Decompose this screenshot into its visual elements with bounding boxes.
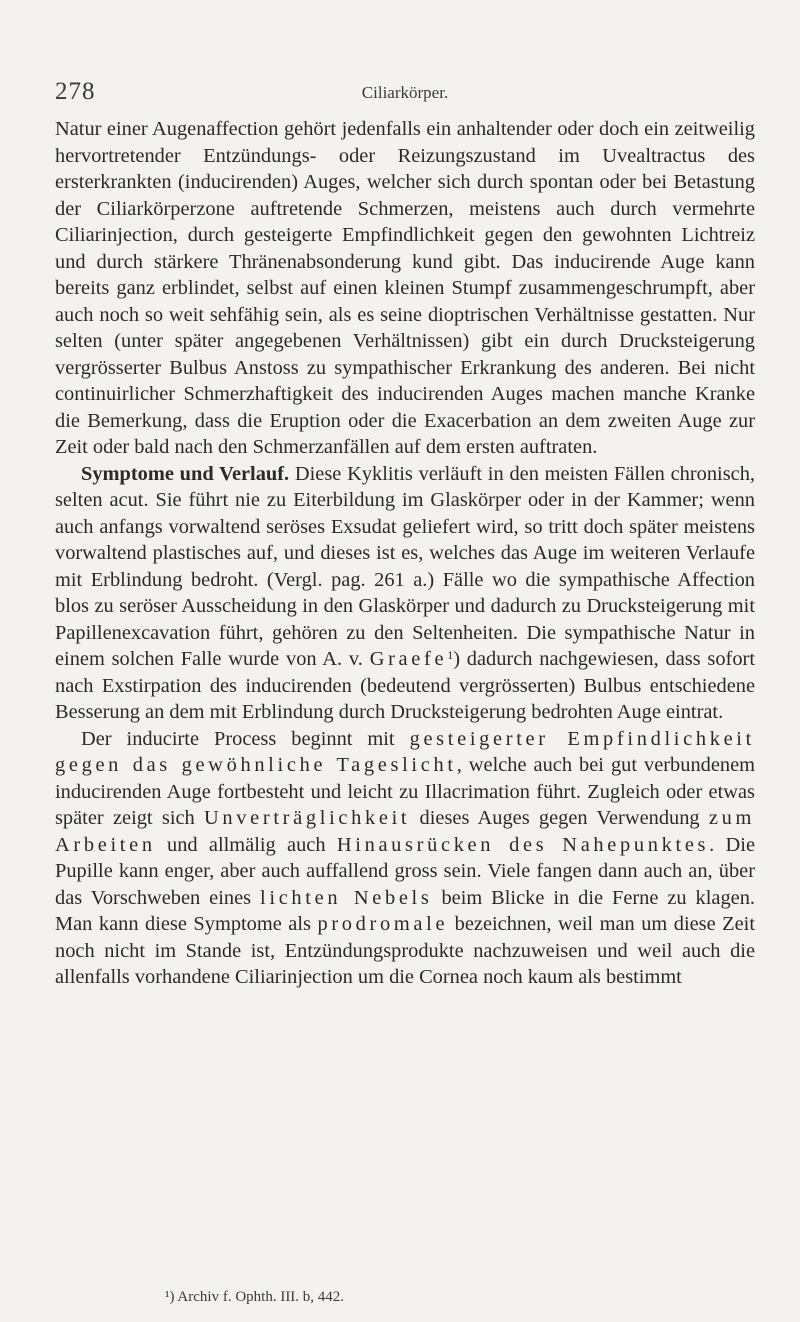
paragraph-3-text-b: , welche auch bei gut verbundenem inducirenden Auge fortbesteht und leicht zu Illacrimation führt. Zugleich oder etwas später zeigt sich: [55, 754, 755, 829]
paragraph-3-text-c: dieses Auges gegen Verwendung: [410, 807, 709, 829]
emphasis-unvertraeglichkeit: Unverträglichkeit: [204, 807, 411, 829]
paragraph-2: [55, 461, 755, 726]
paragraph-3: [55, 726, 755, 991]
paragraph-1: Natur einer Augenaffection gehört jedenfalls ein anhaltender oder doch ein zeitweilig hervortretender Entzündungs- oder Reizungszustand im Uvealtractus des ersterkrankten (inducirenden) Auges, welcher sich durch spontan oder bei Betastung der Ciliarkörperzone auftretende Schmerzen, meistens auch durch vermehrte Ciliarinjection, durch gesteigerte Empfindlichkeit gegen den gewohnten Lichtreiz und durch stärkere Thränenabsonderung kund gibt. Das inducirende Auge kann bereits ganz erblindet, selbst auf einen kleinen Stumpf zusammengeschrumpft, aber auch noch so weit sehfähig sein, als es seine dioptrischen Verhältnisse gestatten. Nur selten (unter später angegebenen Verhältnissen) gibt ein durch Drucksteigerung vergrösserter Bulbus Anstoss zu sympathischer Erkrankung des anderen. Bei nicht continuirlicher Schmerzhaftigkeit des inducirenden Auges machen manche Kranke die Bemerkung, dass die Eruption oder die Exacerbation an dem zweiten Auge zur Zeit oder bald nach den Schmerzanfällen auf dem ersten auftraten.: [55, 118, 755, 458]
emphasis-empfindlichkeit: gesteigerter Empfindlichkeit gegen das gewöhnliche Tageslicht: [55, 727, 755, 776]
emphasis-lichten-nebels: lichten Nebels: [260, 886, 433, 909]
emphasis-prodromale: prodromale: [317, 913, 449, 935]
paragraph-3-text-f: beim Blicke in die Ferne zu klagen. Man kann diese Symptome als: [55, 886, 756, 935]
running-title: Ciliarkörper.: [361, 83, 449, 102]
footnote-mark: ¹): [165, 1289, 175, 1305]
paragraph-3-text-a: Der inducirte Process beginnt mit: [81, 727, 410, 750]
body-text: [55, 116, 755, 991]
emphasis-nahepunkt: Hinausrücken des Nahepunktes: [336, 833, 710, 856]
paragraph-2-text-b: ) dadurch nachgewiesen, dass sofort nach Exstirpation des inducirenden (bedeutend vergrösserten) Bulbus entschiedene Besserung an dem mit Erblindung durch Drucksteigerung bedrohten Auge eintrat.: [55, 648, 755, 723]
paragraph-3-text-g: bezeichnen, weil man um diese Zeit noch nicht im Stande ist, Entzündungsprodukte nachzuweisen und weil auch die allenfalls vorhandene Ciliarinjection um die Cornea noch kaum als bestimmt: [55, 913, 755, 988]
page-number: 278: [55, 78, 96, 105]
paragraph-2-text-a: Diese Kyklitis verläuft in den meisten Fällen chronisch, selten acut. Sie führt nie zu Eiterbildung im Glaskörper oder in der Kammer; wenn auch anfangs vorwaltend seröses Exsudat geliefert wird, so tritt doch später meistens vorwaltend plastisches auf, und dieses ist es, welches das Auge im weiteren Verlaufe mit Erblindung bedroht. (Vergl. pag. 261 a.) Fälle wo die sympathische Affection blos zu seröser Ausscheidung in den Glaskörper und dadurch zu Drucksteigerung mit Papillenexcavation führt, gehören zu den Seltenheiten. Die sympathische Natur in einem solchen Falle wurde von A. v.: [55, 462, 755, 670]
footnote: [55, 1287, 755, 1307]
book-page: [55, 78, 755, 991]
author-name-graefe: Graefe: [369, 648, 448, 670]
page-header: [55, 78, 755, 108]
footnote-text: Archiv f. Ophth. III. b, 442.: [174, 1289, 345, 1305]
paragraph-3-text-e: . Die Pupille kann enger, aber auch auffallend gross sein. Viele fangen dann auch an, über das Vorschweben eines: [55, 833, 756, 909]
emphasis-zum-arbeiten: zum Arbeiten: [55, 807, 756, 856]
paragraph-3-text-d: und allmälig auch: [155, 833, 337, 856]
footnote-reference: 1: [447, 648, 454, 662]
section-heading-symptome: Symptome und Verlauf.: [81, 462, 290, 485]
